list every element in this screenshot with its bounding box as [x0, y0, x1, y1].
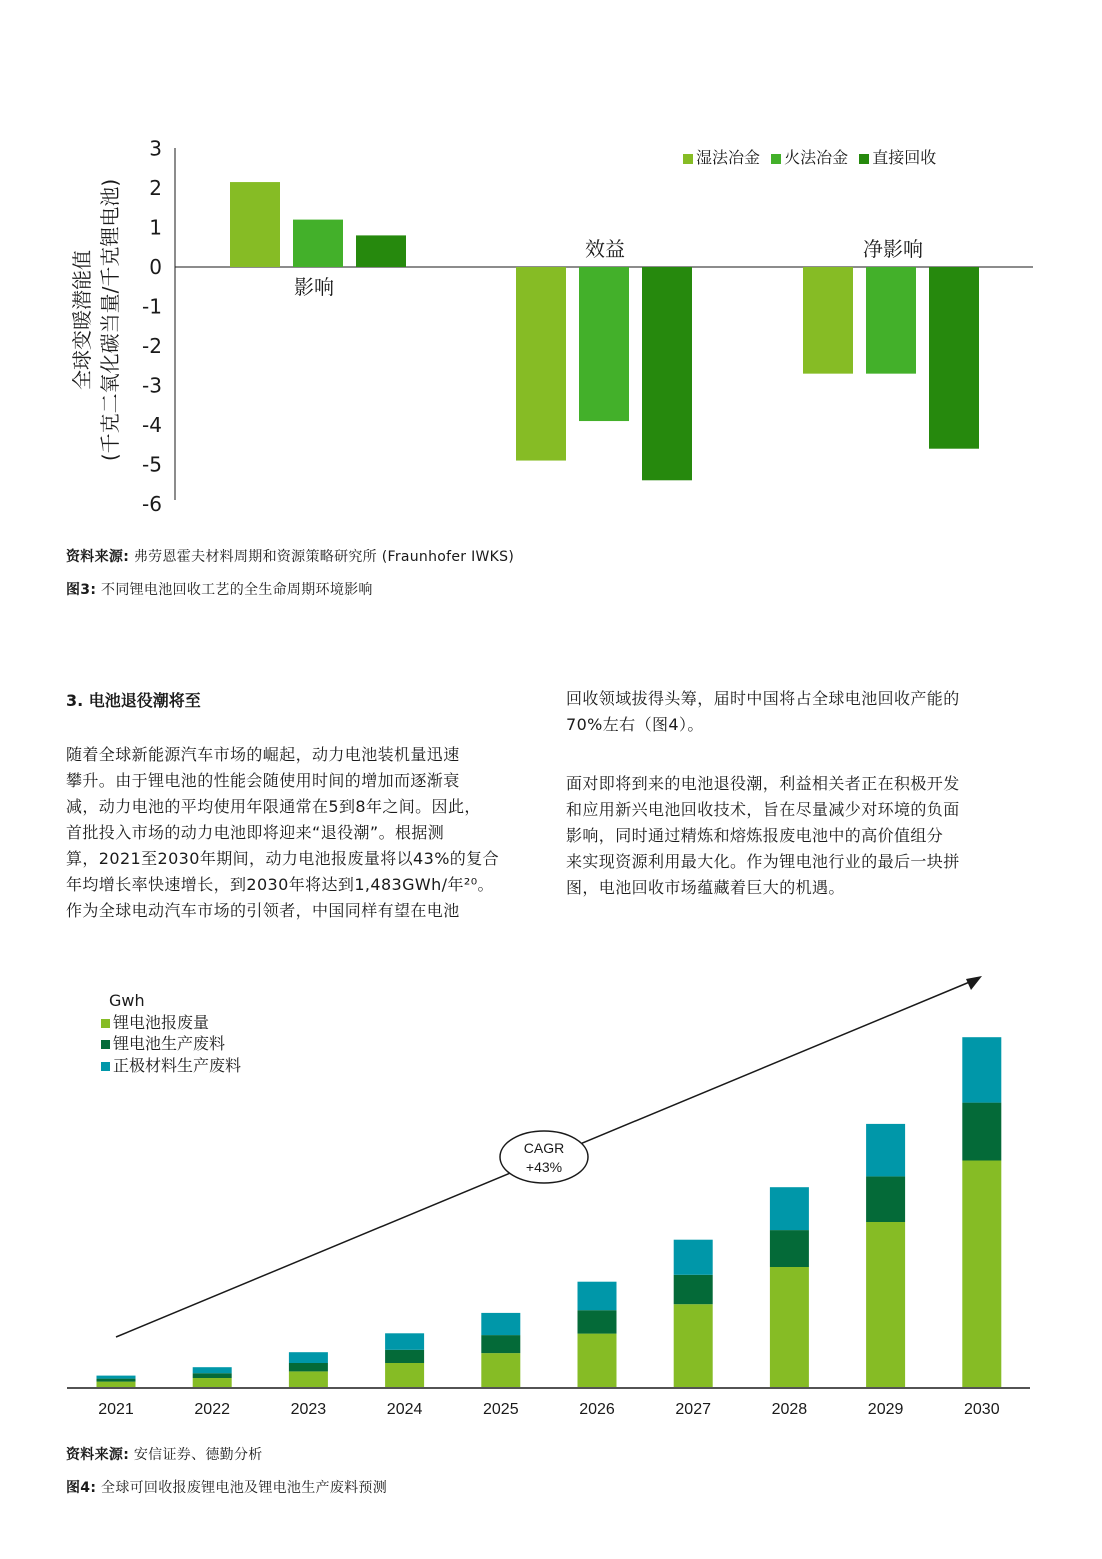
- chart2-bar-segment: [97, 1379, 136, 1382]
- paragraph-line: 和应用新兴电池回收技术，旨在尽量减少对环境的负面: [566, 800, 960, 819]
- chart1-source-text: 弗劳恩霍夫材料周期和资源策略研究所 (Fraunhofer IWKS): [133, 549, 515, 565]
- chart2-bar-segment: [97, 1376, 136, 1379]
- chart2-bar-segment: [385, 1363, 424, 1387]
- chart2-cagr-value: +43%: [525, 1159, 563, 1175]
- chart2-bar-segment: [289, 1371, 328, 1387]
- chart2-bar-segment: [193, 1367, 232, 1373]
- chart1-y-tick-label: -5: [142, 452, 162, 477]
- chart2-bar-segment: [193, 1373, 232, 1378]
- legend-swatch: [101, 1019, 110, 1028]
- paragraph-line: 70%左右（图4）。: [566, 715, 704, 734]
- chart2-bar-segment: [866, 1176, 905, 1222]
- chart1-category-label: 效益: [585, 237, 625, 261]
- chart2-source-label: 资料来源:: [66, 1447, 130, 1463]
- paragraph-line: 面对即将到来的电池退役潮，利益相关者正在积极开发: [566, 774, 960, 793]
- chart1-y-tick-label: -6: [142, 492, 162, 516]
- chart2-legend-label-1: 锂电池报废量: [113, 1012, 210, 1032]
- chart2-bar-segment: [289, 1352, 328, 1363]
- chart1-category-label: 净影响: [863, 237, 923, 261]
- paragraph-line: 影响，同时通过精炼和熔炼报废电池中的高价值组分: [566, 826, 944, 845]
- chart2-bar-segment: [962, 1103, 1001, 1161]
- chart1-y-tick-label: 3: [149, 136, 162, 161]
- chart1-y-tick-label: 2: [149, 176, 162, 200]
- chart2-x-tick-label: 2025: [483, 1401, 519, 1418]
- chart2-source: [66, 1444, 263, 1464]
- chart2-bar-segment: [674, 1304, 713, 1387]
- legend-swatch: [101, 1062, 110, 1071]
- chart2-bar-segment: [578, 1282, 617, 1311]
- chart1-legend-label-2: 火法冶金: [784, 148, 849, 167]
- chart2-x-tick-label: 2021: [98, 1401, 134, 1418]
- chart2-x-tick-label: 2022: [194, 1401, 230, 1418]
- chart2-bar-segment: [866, 1124, 905, 1177]
- chart2-bar-segment: [674, 1240, 713, 1275]
- chart2-bar-segment: [770, 1230, 809, 1267]
- paragraph-line: 图，电池回收市场蕴藏着巨大的机遇。: [566, 878, 845, 897]
- chart2-arrow-head-icon: [966, 976, 982, 990]
- chart2-bar-segment: [481, 1353, 520, 1387]
- chart2-bar-segment: [962, 1161, 1001, 1388]
- legend-swatch: [101, 1040, 110, 1049]
- chart2-figure-label: 图4:: [66, 1480, 97, 1496]
- chart2-bar-segment: [962, 1037, 1001, 1102]
- chart2-x-tick-label: 2027: [675, 1401, 711, 1418]
- chart2-bar-segment: [674, 1275, 713, 1304]
- chart2-bar-segment: [385, 1350, 424, 1363]
- chart1-figure-title: 不同锂电池回收工艺的全生命周期环境影响: [101, 582, 373, 598]
- chart2-x-tick-label: 2024: [386, 1401, 423, 1418]
- chart1-y-tick-label: -1: [142, 294, 162, 319]
- chart1-y-tick-label: -4: [142, 413, 162, 437]
- paragraph-line: 攀升。由于锂电池的性能会随使用时间的增加而逐渐衰: [66, 771, 460, 790]
- chart2-bar-segment: [481, 1313, 520, 1335]
- chart1-y-axis-sublabel: (千克二氧化碳当量/千克锂电池): [98, 178, 122, 462]
- chart1-legend-label-3: 直接回收: [872, 148, 937, 167]
- chart2-legend: [101, 990, 241, 1076]
- chart1-y-tick-label: 1: [149, 215, 162, 240]
- chart2-bar-segment: [770, 1187, 809, 1230]
- chart2-bar-segment: [193, 1378, 232, 1387]
- chart2-bar-segment: [866, 1222, 905, 1387]
- chart2-legend-label-2: 锂电池生产废料: [113, 1034, 226, 1053]
- chart2-bar-segment: [289, 1363, 328, 1371]
- chart1-legend-label-1: 湿法冶金: [696, 148, 761, 167]
- chart2-figure-title: 全球可回收报废锂电池及锂电池生产废料预测: [101, 1480, 388, 1496]
- paragraph-line: 年均增长率快速增长，到2030年将达到1,483GWh/年²⁰。: [66, 875, 494, 894]
- chart2-legend-item-1: [101, 1012, 241, 1034]
- paragraph-line: 随着全球新能源汽车市场的崛起，动力电池装机量迅速: [66, 745, 460, 764]
- chart2-figure-caption: [66, 1477, 387, 1497]
- chart1-category-label: 影响: [294, 275, 334, 299]
- chart2-x-tick-label: 2030: [964, 1401, 1000, 1418]
- chart2-bar-segment: [578, 1334, 617, 1387]
- chart1-y-tick-label: -2: [142, 334, 162, 358]
- chart2-legend-label-3: 正极材料生产废料: [113, 1055, 242, 1075]
- paragraph-line: 减，动力电池的平均使用年限通常在5到8年之间。因此，: [66, 797, 481, 816]
- chart2-bar-segment: [385, 1333, 424, 1350]
- chart2-bar-segment: [578, 1310, 617, 1333]
- chart2-bar-segment: [481, 1335, 520, 1353]
- paragraph-line: 算，2021至2030年期间，动力电池报废量将以43%的复合: [66, 849, 500, 868]
- chart2-legend-item-2: [101, 1033, 241, 1055]
- paragraph-line: 来实现资源利用最大化。作为锂电池行业的最后一块拼: [566, 852, 960, 871]
- paragraph-line: 回收领域拔得头筹，届时中国将占全球电池回收产能的: [566, 689, 960, 708]
- chart1-y-tick-label: -3: [142, 373, 162, 398]
- section-heading: 3. 电池退役潮将至: [66, 691, 201, 710]
- chart2-x-tick-label: 2026: [579, 1401, 615, 1418]
- paragraph-line: 首批投入市场的动力电池即将迎来“退役潮”。根据测: [66, 823, 445, 842]
- chart2-legend-item-3: [101, 1055, 241, 1077]
- chart2-unit-label: Gwh: [109, 991, 145, 1010]
- chart2-x-tick-label: 2029: [867, 1401, 904, 1418]
- chart2-x-tick-label: 2023: [290, 1401, 327, 1418]
- paragraph-line: 作为全球电动汽车市场的引领者，中国同样有望在电池: [66, 901, 460, 920]
- chart2-source-text: 安信证券、德勤分析: [133, 1447, 263, 1463]
- chart1-y-tick-label: 0: [149, 255, 162, 279]
- chart2-cagr-label: CAGR: [523, 1140, 565, 1156]
- chart1-figure-label: 图3:: [66, 582, 97, 598]
- chart2-bar-segment: [770, 1267, 809, 1387]
- chart2-x-tick-label: 2028: [771, 1401, 808, 1418]
- chart2-bar-segment: [97, 1382, 136, 1387]
- chart1-y-axis-label: 全球变暖潜能值: [70, 250, 94, 390]
- chart2-cagr-badge: [500, 1131, 588, 1183]
- chart1-source-label: 资料来源:: [66, 549, 130, 565]
